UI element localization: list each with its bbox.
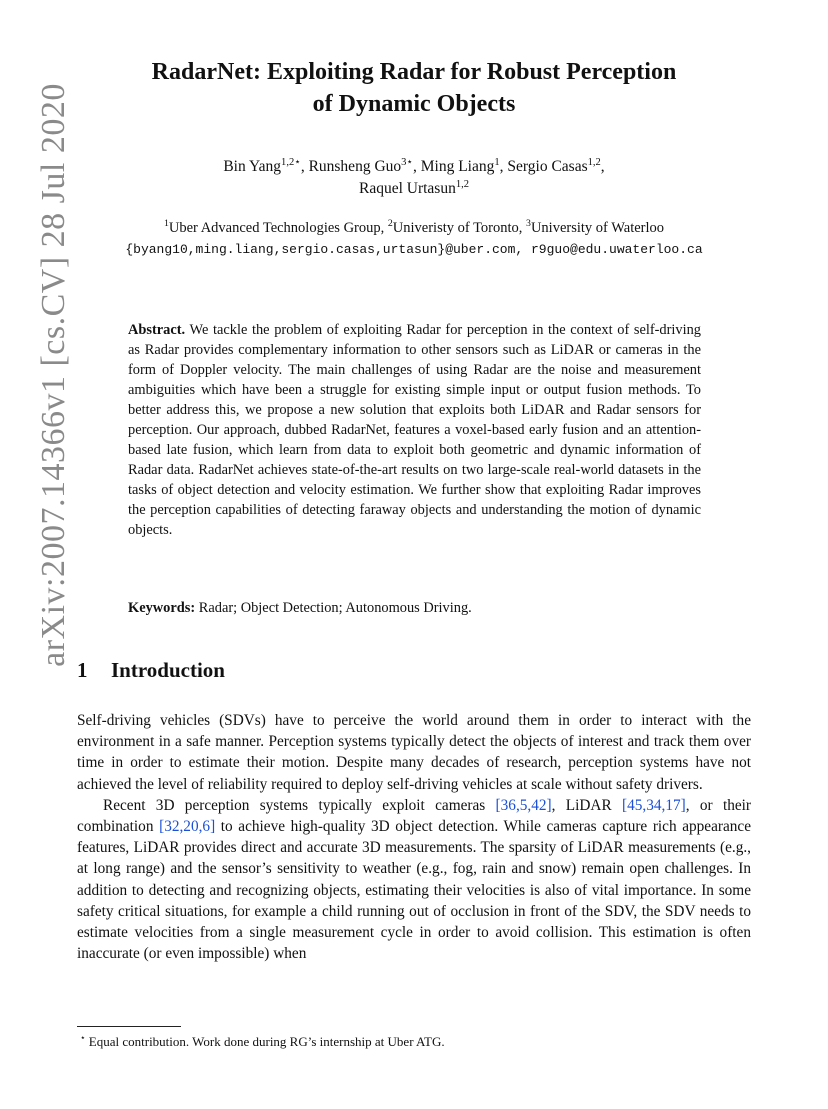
author-emails: {byang10,ming.liang,sergio.casas,urtasun}@uber.com, r9guo@edu.uwaterloo.ca <box>125 242 703 257</box>
footnote-text: Equal contribution. Work done during RG’s internship at Uber ATG. <box>88 1034 445 1049</box>
footnote <box>80 1033 740 1051</box>
title-line-1: RadarNet: Exploiting Radar for Robust Perception <box>151 59 677 85</box>
author: Raquel Urtasun$^{1,2}$ <box>358 178 470 197</box>
abstract-text: We tackle the problem of exploiting Radar for perception in the context of self-driving as Radar provides complementary information to other sensors such as LiDAR or cameras in the form of Doppler velocity. The main challenges of using Radar are the noise and measurement ambiguities which have been a struggle for existing simple input or output fusion methods. To better address this, we propose a new solution that exploits both LiDAR and Radar sensors for perception. Our approach, dubbed RadarNet, features a voxel-based early fusion and an attention-based late fusion, which learn from data to exploit both geometric and dynamic information of Radar data. RadarNet achieves state-of-the-art results on two large-scale real-world datasets in the tasks of object detection and velocity estimation. We further show that exploiting Radar improves the perception capabilities of detecting faraway objects and understanding the motion of dynamic objects. <box>128 322 702 538</box>
author: Runsheng Guo$^{3⋆}$, <box>308 156 421 175</box>
arxiv-identifier: arXiv:2007.14366v1 [cs.CV] 28 Jul 2020 <box>35 83 72 667</box>
citation-link[interactable]: [36,5,42] <box>495 796 552 814</box>
author: Bin Yang$^{1,2⋆}$, <box>223 156 309 175</box>
section-heading-introduction <box>77 658 225 683</box>
abstract-label: Abstract. <box>128 322 186 338</box>
paragraph: Self-driving vehicles (SDVs) have to perceive the world around them in order to interact with the environment in a safe manner. Perception systems typically detect the objects of interest and track them over time in order to estimate their motion. Despite many decades of research, perception systems have not achieved the level of reliability required to deploy self-driving vehicles at scale without safety drivers. <box>77 712 751 793</box>
keywords <box>128 598 701 618</box>
footnote-mark: ⋆ <box>80 1032 86 1043</box>
citation-link[interactable]: [32,20,6] <box>159 818 216 836</box>
keywords-label: Keywords: <box>128 600 196 616</box>
affiliations <box>80 218 748 260</box>
citation-link[interactable]: [45,34,17] <box>622 796 686 814</box>
affiliation-line: $^1$Uber Advanced Technologies Group, $^2$Univeristy of Toronto, $^3$University of Waterloo <box>163 218 665 236</box>
section-number: 1 <box>77 658 88 682</box>
title-line-2: of Dynamic Objects <box>312 91 516 117</box>
abstract <box>128 320 701 540</box>
author-list <box>80 156 748 200</box>
paragraph: Recent 3D perception systems typically exploit cameras [36,5,42], LiDAR [45,34,17], or their combination [32,20,6] to achieve high-quality 3D object detection. While cameras capture rich appearance features, LiDAR provides direct and accurate 3D measurements. The sparsity of LiDAR measurements (e.g., at long range) and the sensor’s sensitivity to weather (e.g., fog, rain and snow) remain open challenges. In addition to detecting and recognizing objects, estimating their velocities is also of vital importance. In some safety critical situations, for example a child running out of occlusion in front of the SDV, the SDV needs to estimate velocities from a single measurement cycle in order to avoid collision. This estimation is often inaccurate (or even impossible) when <box>77 796 751 963</box>
author: Sergio Casas$^{1,2}$, <box>507 156 605 175</box>
author: Ming Liang$^1$, <box>420 156 508 175</box>
introduction-body <box>77 710 751 964</box>
keywords-text: Radar; Object Detection; Autonomous Driving. <box>198 600 472 616</box>
paper-title <box>80 56 748 120</box>
section-title: Introduction <box>111 658 225 682</box>
footnote-divider <box>77 1026 181 1027</box>
